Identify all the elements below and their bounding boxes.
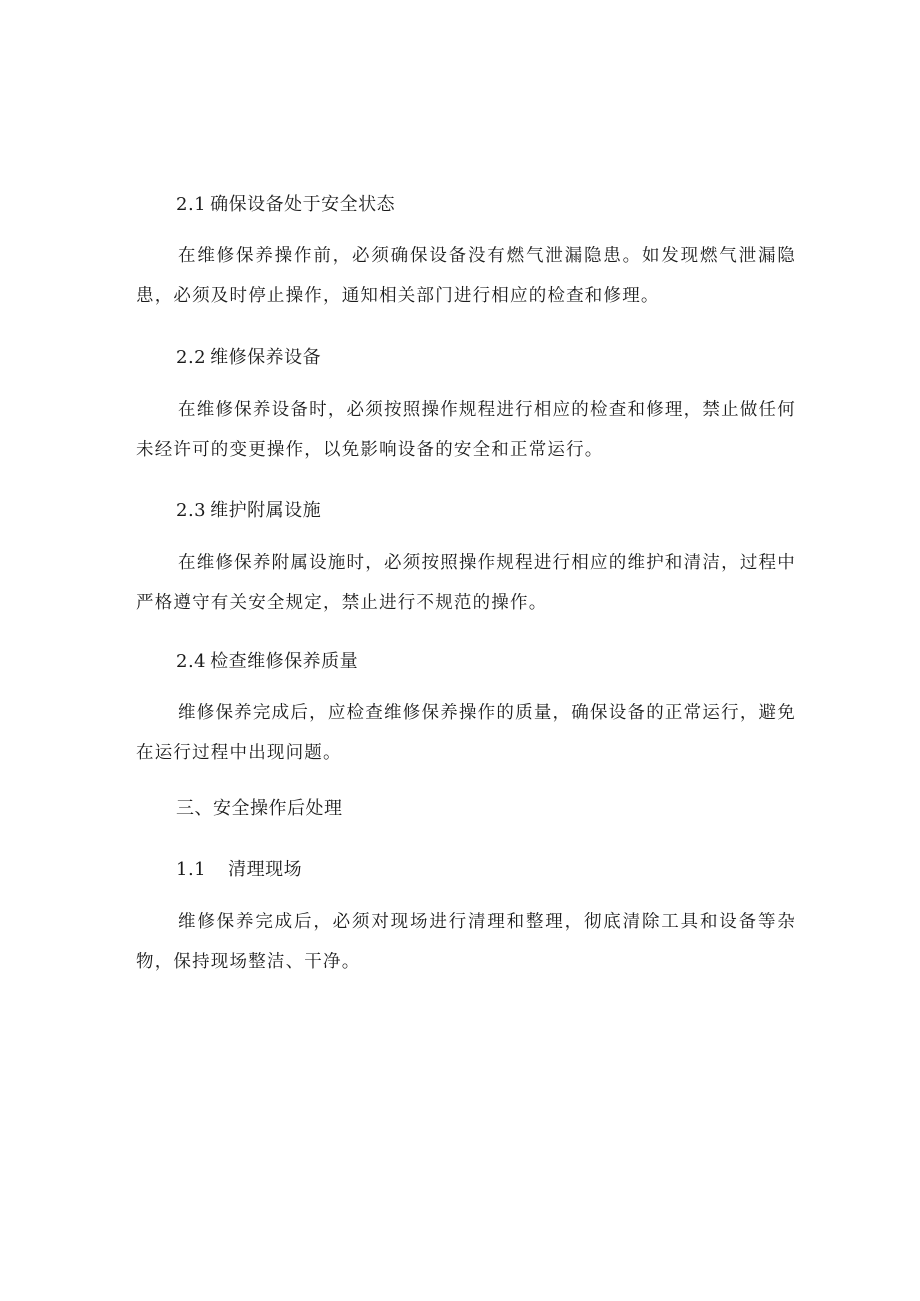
section-heading-2-2 xyxy=(176,346,321,370)
section-heading-2-4 xyxy=(176,650,358,674)
section-paragraph-1-1: 维修保养完成后，必须对现场进行清理和整理，彻底清除工具和设备等杂物，保持现场整洁、干净。 xyxy=(136,912,796,972)
chapter-title: 三、安全操作后处理 xyxy=(176,798,343,819)
section-number: 2.3 xyxy=(176,500,207,521)
section-heading-2-1 xyxy=(176,193,395,217)
section-paragraph-2-2: 在维修保养设备时，必须按照操作规程进行相应的检查和修理，禁止做任何未经许可的变更操作，以免影响设备的安全和正常运行。 xyxy=(136,400,796,460)
section-heading-1-1 xyxy=(176,858,302,882)
section-paragraph-2-3: 在维修保养附属设施时，必须按照操作规程进行相应的维护和清洁，过程中严格遵守有关安全规定，禁止进行不规范的操作。 xyxy=(136,553,796,613)
section-title: 确保设备处于安全状态 xyxy=(210,194,396,215)
section-title: 维修保养设备 xyxy=(210,347,322,368)
section-heading-2-3 xyxy=(176,499,321,523)
section-title: 清理现场 xyxy=(228,859,303,880)
section-paragraph-2-4: 维修保养完成后，应检查维修保养操作的质量，确保设备的正常运行，避免在运行过程中出现问题。 xyxy=(136,703,796,763)
section-title: 检查维修保养质量 xyxy=(210,651,359,672)
section-number: 2.4 xyxy=(176,651,207,672)
section-number: 1.1 xyxy=(176,859,207,880)
section-number: 2.2 xyxy=(176,347,207,368)
section-paragraph-2-1: 在维修保养操作前，必须确保设备没有燃气泄漏隐患。如发现燃气泄漏隐患，必须及时停止操作，通知相关部门进行相应的检查和修理。 xyxy=(136,246,796,306)
section-number: 2.1 xyxy=(176,194,207,215)
section-title: 维护附属设施 xyxy=(210,500,322,521)
